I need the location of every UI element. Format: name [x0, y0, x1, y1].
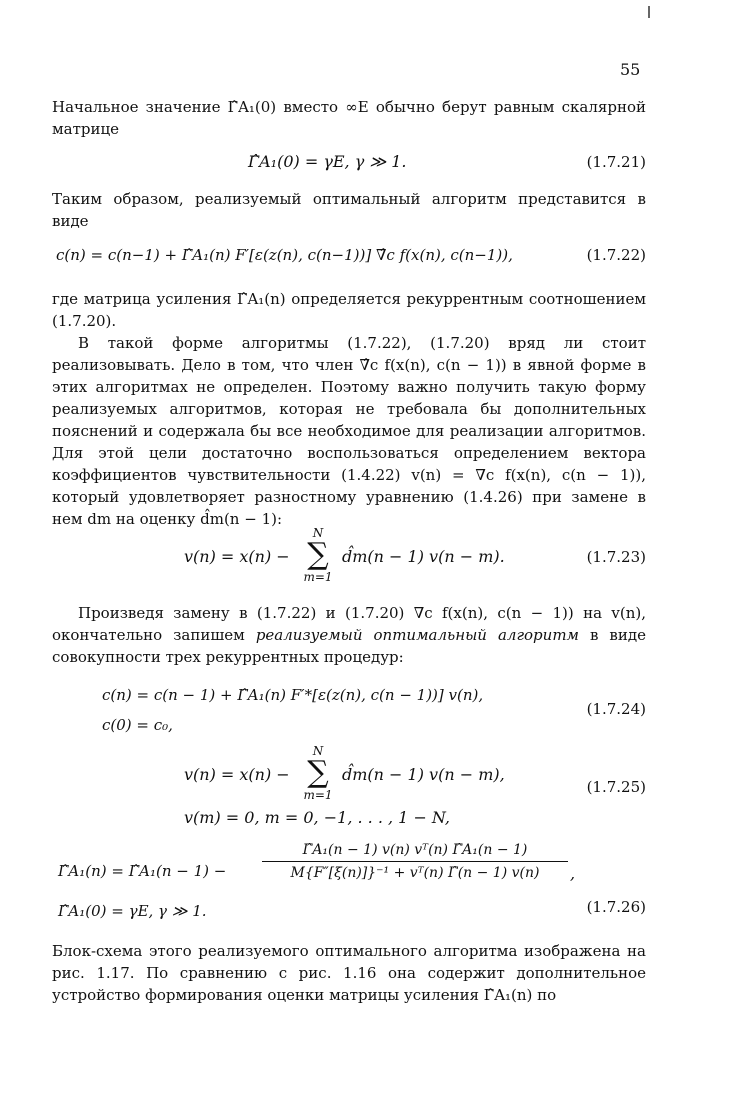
equation-number-1-7-25: (1.7.25) [586, 778, 646, 796]
sum-upper-limit: N [312, 526, 324, 540]
equation-1-7-25-rhs: d̂m(n − 1) v(n − m), [342, 765, 505, 784]
scan-speck [648, 6, 650, 18]
equation-1-7-23-rhs: d̂m(n − 1) v(n − m). [342, 547, 505, 566]
equation-1-7-24-line1: c(n) = c(n − 1) + Γ̂A₁(n) F′*[ε(z(n), c(n − 1))] v(n), [102, 686, 484, 704]
equation-1-7-22: c(n) = c(n−1) + Γ̂A₁(n) F′[ε(z(n), c(n−1))] ∇̂c f(x(n), c(n−1)), [56, 246, 513, 264]
equation-number-1-7-21: (1.7.21) [586, 153, 646, 171]
paragraph-initial-value: Начальное значение Γ̂A₁(0) вместо ∞E обычно берут равным скалярной матрице [52, 98, 646, 138]
sigma-icon: ∑ [307, 537, 329, 572]
paragraph-block-diagram: Блок-схема этого реализуемого оптимального алгоритма изображена на рис. 1.17. По сравнению с рис. 1.16 она содержит дополнительное устройство формирования оценки матрицы усиления Γ̂A₁(n) по [52, 942, 646, 1004]
equation-1-7-26-line2: Γ̂A₁(0) = γE, γ ≫ 1. [58, 902, 207, 920]
paragraph-final-algorithm [52, 602, 646, 668]
paragraph-gain-matrix: где матрица усиления Γ̂A₁(n) определяется рекуррентным соотношением (1.7.20). [52, 290, 646, 330]
fraction-numerator: Γ̂A₁(n − 1) v(n) vᵀ(n) Γ̂A₁(n − 1) [302, 842, 528, 858]
paragraph-algorithm-intro: Таким образом, реализуемый оптимальный алгоритм представится в виде [52, 190, 646, 230]
equation-1-7-26-lhs: Γ̂A₁(n) = Γ̂A₁(n − 1) − [58, 862, 227, 880]
fraction-denominator: M{F″[ξ(n)]}⁻¹ + vᵀ(n) Γ̂(n − 1) v(n) [262, 861, 568, 881]
final-algorithm-text-end: в виде совокупности трех рекуррентных процедур: [52, 626, 646, 666]
final-algorithm-emphasis: реализуемый оптимальный алгоритм [255, 626, 579, 644]
equation-1-7-25-lhs: v(n) = x(n) − [184, 765, 290, 784]
page-number: 55 [620, 60, 641, 79]
equation-1-7-26-comma: , [570, 864, 576, 883]
equation-1-7-24-line2: c(0) = c₀, [102, 716, 173, 734]
sum-upper-limit: N [312, 744, 324, 758]
sum-lower-limit: m=1 [303, 788, 333, 802]
equation-1-7-25-line2: v(m) = 0, m = 0, −1, . . . , 1 − N, [184, 808, 450, 827]
sigma-icon: ∑ [307, 755, 329, 790]
paragraph-sensitivity: В такой форме алгоритмы (1.7.22), (1.7.20) вряд ли стоит реализовывать. Дело в том, что член ∇̂c f(x(n), c(n − 1)) в явной форме в этих алгоритмах не определен. Поэтому важно получить такую форму реализуемых алгоритмов, которая не требовала бы дополнительных пояснений и содержала бы все необходимое для реализации алгоритмов. Для этой цели достаточно воспользоваться определением вектора коэффициентов чувствительности (1.4.22) v(n) = ∇c f(x(n), c(n − 1)), который удовлетворяет разностному уравнению (1.4.26) при замене в нем dm на оценку d̂m(n − 1): [52, 334, 646, 528]
sum-symbol-1-7-25 [298, 744, 338, 802]
equation-number-1-7-26: (1.7.26) [586, 898, 646, 916]
equation-1-7-26-fraction [262, 842, 568, 881]
equation-1-7-21: Γ̂A₁(0) = γE, γ ≫ 1. [248, 152, 407, 171]
equation-number-1-7-22: (1.7.22) [586, 246, 646, 264]
sum-symbol-1-7-23 [298, 526, 338, 584]
final-algorithm-text-start: Произведя замену в (1.7.22) и (1.7.20) ∇c f(x(n), c(n − 1)) на v(n), окончательно запишем [52, 604, 646, 644]
equation-number-1-7-24: (1.7.24) [586, 700, 646, 718]
equation-1-7-23-lhs: v(n) = x(n) − [184, 547, 290, 566]
sum-lower-limit: m=1 [303, 570, 333, 584]
equation-number-1-7-23: (1.7.23) [586, 548, 646, 566]
